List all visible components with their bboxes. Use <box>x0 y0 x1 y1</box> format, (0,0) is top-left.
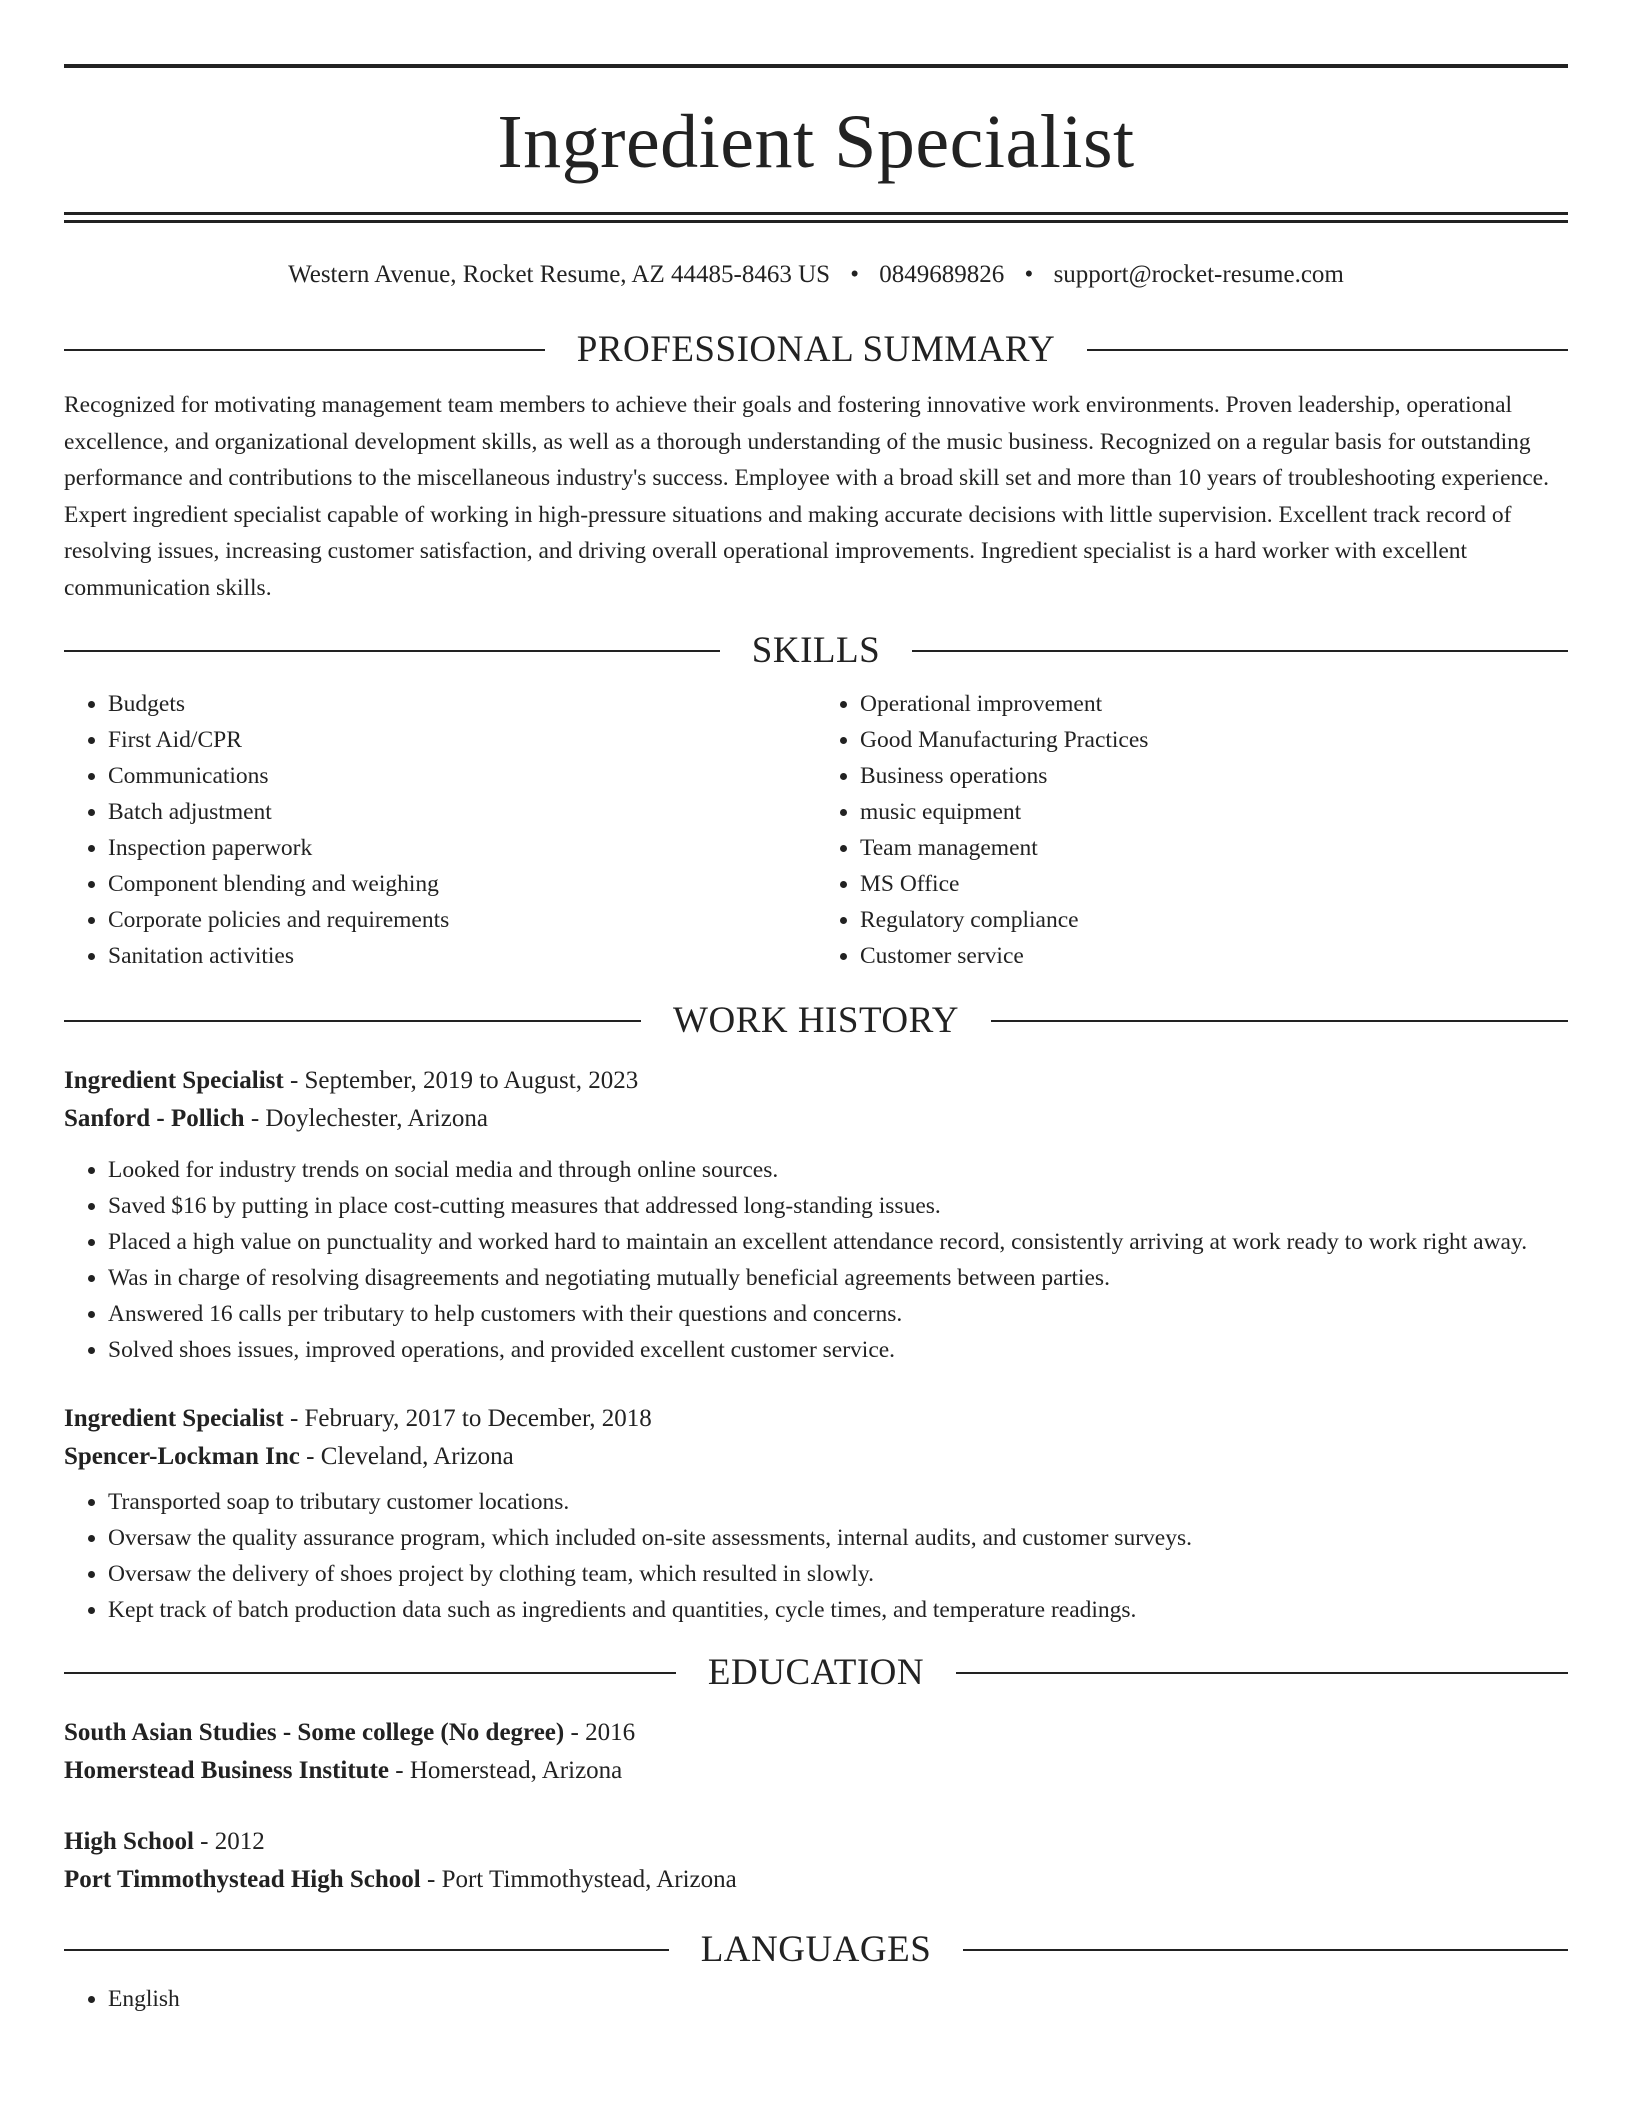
education-school: Homerstead Business Institute <box>64 1757 390 1784</box>
heading-rule-right <box>991 1020 1568 1022</box>
skill-item: • Component blending and weighing <box>108 866 816 902</box>
languages-section-heading <box>64 1925 1568 1975</box>
contact-email[interactable]: support@rocket-resume.com <box>1053 261 1344 288</box>
heading-rule-left <box>64 1020 641 1022</box>
job-duty: • Answered 16 calls per tributary to help customers with their questions and concerns. <box>108 1296 1568 1332</box>
job-title: Ingredient Specialist <box>64 1067 284 1094</box>
skill-item: • Batch adjustment <box>108 794 816 830</box>
skill-item: • Corporate policies and requirements <box>108 902 816 938</box>
education-school: Port Timmothystead High School <box>64 1866 421 1893</box>
candidate-name: Ingredient Specialist <box>497 100 1135 184</box>
skill-item: • Team management <box>860 830 1568 866</box>
languages-heading: LANGUAGES <box>700 1929 932 1970</box>
skill-item: • Inspection paperwork <box>108 830 816 866</box>
job-company: Sanford - Pollich <box>64 1105 245 1132</box>
job-duty: • Looked for industry trends on social media and through online sources. <box>108 1152 1568 1188</box>
job-entry <box>64 1062 1568 1368</box>
job-title-line: Ingredient Specialist - September, 2019 to August, 2023 <box>64 1067 639 1094</box>
heading-rule-right <box>963 1949 1568 1951</box>
skills-column-right <box>816 686 1568 974</box>
job-duty: • Was in charge of resolving disagreements and negotiating mutually beneficial agreements between parties. <box>108 1260 1568 1296</box>
job-duties <box>64 1152 1568 1368</box>
skill-item: • Business operations <box>860 758 1568 794</box>
education-year: 2012 <box>214 1828 265 1855</box>
language-item: • English <box>108 1981 1568 2017</box>
skill-item: • MS Office <box>860 866 1568 902</box>
job-company-line: Spencer-Lockman Inc - Cleveland, Arizona <box>64 1443 514 1470</box>
resume-page <box>64 64 1568 2017</box>
skills-section-heading <box>64 626 1568 676</box>
heading-rule-right <box>1087 349 1568 351</box>
skills-column-left <box>64 686 816 974</box>
skills-heading: SKILLS <box>751 630 881 671</box>
skill-item: • Customer service <box>860 938 1568 974</box>
top-rule <box>64 64 1568 68</box>
education-degree: High School <box>64 1828 194 1855</box>
skill-item: • Sanitation activities <box>108 938 816 974</box>
heading-rule-right <box>912 650 1568 652</box>
contact-separator: • <box>850 261 860 288</box>
education-heading: EDUCATION <box>707 1652 925 1693</box>
skill-item: • Regulatory compliance <box>860 902 1568 938</box>
name-double-rule <box>64 212 1568 223</box>
job-duty: • Oversaw the quality assurance program, which included on-site assessments, internal audits, and customer surveys. <box>108 1520 1568 1556</box>
contact-address: Western Avenue, Rocket Resume, AZ 44485-8463 US <box>288 261 831 288</box>
heading-rule-left <box>64 349 545 351</box>
job-dates: February, 2017 to December, 2018 <box>304 1405 652 1432</box>
job-title-line: Ingredient Specialist - February, 2017 to December, 2018 <box>64 1405 652 1432</box>
education-entry <box>64 1714 1568 1790</box>
job-duty: • Transported soap to tributary customer locations. <box>108 1484 1568 1520</box>
skill-item: • First Aid/CPR <box>108 722 816 758</box>
job-location: Doylechester, Arizona <box>265 1105 488 1132</box>
education-degree-line: High School - 2012 <box>64 1828 265 1855</box>
job-duty: • Kept track of batch production data such as ingredients and quantities, cycle times, and temperature readings. <box>108 1592 1568 1628</box>
heading-rule-right <box>956 1672 1568 1674</box>
job-dates: September, 2019 to August, 2023 <box>304 1067 639 1094</box>
job-title: Ingredient Specialist <box>64 1405 284 1432</box>
skill-item: • music equipment <box>860 794 1568 830</box>
job-duties <box>64 1484 1568 1628</box>
education-location: Homerstead, Arizona <box>409 1757 623 1784</box>
education-school-line: Port Timmothystead High School - Port Timmothystead, Arizona <box>64 1866 737 1893</box>
job-duty: • Oversaw the delivery of shoes project by clothing team, which resulted in slowly. <box>108 1556 1568 1592</box>
job-duty: • Solved shoes issues, improved operations, and provided excellent customer service. <box>108 1332 1568 1368</box>
summary-section-heading <box>64 325 1568 375</box>
skill-item: • Operational improvement <box>860 686 1568 722</box>
job-company-line: Sanford - Pollich - Doylechester, Arizona <box>64 1105 488 1132</box>
skills-list <box>64 686 1568 974</box>
contact-separator: • <box>1024 261 1034 288</box>
skill-item: • Budgets <box>108 686 816 722</box>
skill-item: • Communications <box>108 758 816 794</box>
contact-phone[interactable]: 0849689826 <box>879 261 1005 288</box>
education-location: Port Timmothystead, Arizona <box>441 1866 737 1893</box>
work-heading: WORK HISTORY <box>673 1000 959 1041</box>
heading-rule-left <box>64 1949 669 1951</box>
education-school-line: Homerstead Business Institute - Homerstead, Arizona <box>64 1757 623 1784</box>
contact-line <box>64 255 1568 295</box>
summary-text: Recognized for motivating management team members to achieve their goals and fostering innovative work environments. Proven leadership, operational excellence, and organizational development skills, as well as a thorough understanding of the music business. Recognized on a regular basis for outstanding performance and contributions to the miscellaneous industry's success. Employee with a broad skill set and more than 10 years of troubleshooting experience. Expert ingredient specialist capable of working in high-pressure situations and making accurate decisions with little supervision. Excellent track record of resolving issues, increasing customer satisfaction, and driving overall operational improvements. Ingredient specialist is a hard worker with excellent communication skills. <box>64 392 1549 601</box>
job-location: Cleveland, Arizona <box>320 1443 514 1470</box>
job-duty: • Placed a high value on punctuality and worked hard to maintain an excellent attendance record, consistently arriving at work ready to work right away. <box>108 1224 1568 1260</box>
education-section-heading <box>64 1648 1568 1698</box>
heading-rule-left <box>64 650 720 652</box>
languages-list <box>64 1981 1568 2017</box>
summary-heading: PROFESSIONAL SUMMARY <box>576 329 1056 370</box>
job-duty: • Saved $16 by putting in place cost-cutting measures that addressed long-standing issues. <box>108 1188 1568 1224</box>
education-year: 2016 <box>585 1719 636 1746</box>
job-entry <box>64 1400 1568 1628</box>
heading-rule-left <box>64 1672 676 1674</box>
work-section-heading <box>64 996 1568 1046</box>
education-entry <box>64 1823 1568 1899</box>
education-degree-line: South Asian Studies - Some college (No degree) - 2016 <box>64 1719 636 1746</box>
skill-item: • Good Manufacturing Practices <box>860 722 1568 758</box>
job-company: Spencer-Lockman Inc <box>64 1443 300 1470</box>
education-degree: South Asian Studies - Some college (No degree) <box>64 1719 565 1746</box>
